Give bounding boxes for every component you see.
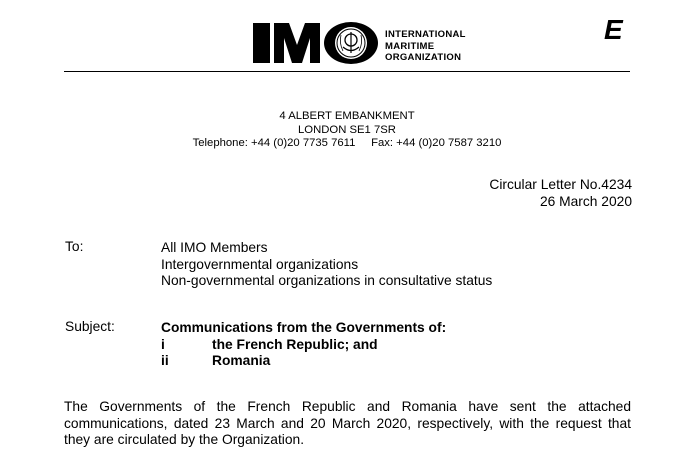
subject-item-text: the French Republic; and [212,337,378,352]
recipient: Non-governmental organizations in consultative status [161,273,493,288]
org-line: ORGANIZATION [385,52,462,63]
address-line-1: 4 ALBERT EMBANKMENT [279,110,415,122]
subject-title: Communications from the Governments of: [161,320,447,335]
circular-date: 26 March 2020 [539,194,632,209]
address-contact: Telephone: +44 (0)20 7735 7611 Fax: +44 (0)20 7587 3210 [192,137,502,149]
address-line-2: LONDON SE1 7SR [298,124,396,136]
subject-item-num: ii [161,353,169,368]
org-line: MARITIME [385,40,435,52]
to-label: To: [65,239,84,254]
header-rule [64,71,630,72]
org-line: INTERNATIONAL [385,29,466,40]
imo-letters-graphic [253,21,381,65]
subject-item-text: Romania [212,353,271,368]
recipient: Intergovernmental organizations [161,257,359,272]
circular-number: Circular Letter No.4234 [489,177,632,192]
language-mark: E [604,14,623,45]
recipient: All IMO Members [161,240,268,255]
subject-item-num: i [161,337,165,352]
org-name [385,29,475,64]
body-paragraph: The Governments of the French Republic and Romania have sent the attached communications, dated 23 March and 20 March 2020, respectively, with the request that they are circulated by the Organization. [64,399,631,447]
subject-label: Subject: [65,319,115,334]
